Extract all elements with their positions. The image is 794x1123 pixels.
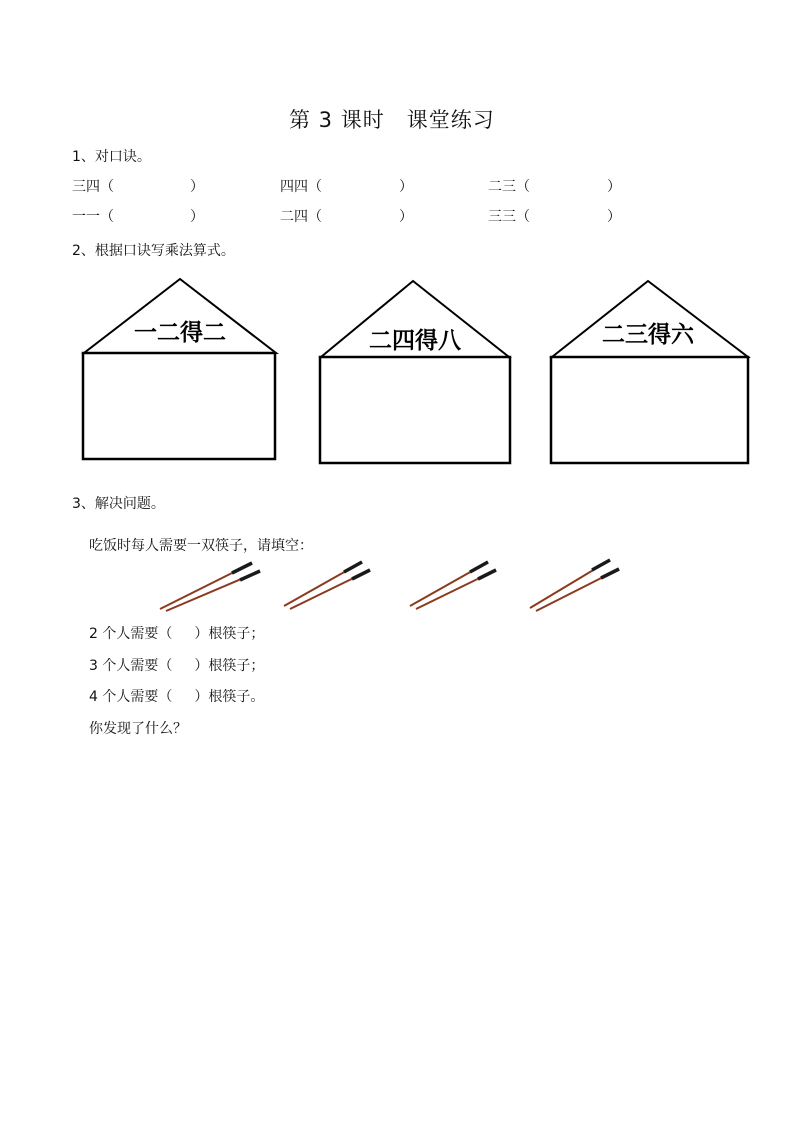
house-3 <box>548 278 752 466</box>
q1-item-3-left: 二三（ <box>488 179 530 195</box>
house-2-answer-box <box>320 357 510 463</box>
house-1-answer-box <box>83 353 275 459</box>
house-1-label: 一二得二 <box>134 319 226 346</box>
q1-item-1-left: 三四（ <box>72 179 114 195</box>
house-2 <box>317 278 513 466</box>
chopstick-tip <box>601 569 619 578</box>
q1-item-6-left: 三三（ <box>488 209 530 225</box>
chopstick-tip <box>478 570 496 579</box>
chopstick-tip <box>240 571 260 580</box>
q1-item-3-right: ） <box>607 179 621 195</box>
q1-item-4-left: 一一（ <box>72 209 114 225</box>
chopstick-tip <box>344 562 362 572</box>
q1-item-2-right: ） <box>399 179 413 195</box>
q3-line-3-left: 4 个人需要（ <box>89 689 173 705</box>
question-3-label: 3、解决问题。 <box>72 496 165 512</box>
q1-item-4-right: ） <box>190 209 204 225</box>
q3-line-1-right: ）根筷子； <box>194 626 265 642</box>
chopstick-tip <box>232 563 252 573</box>
house-2-label: 二四得八 <box>369 327 461 354</box>
page-title: 第 3 课时 课堂练习 <box>289 108 495 132</box>
q3-line-1 <box>89 623 264 643</box>
q3-line-1-left: 2 个人需要（ <box>89 626 173 642</box>
q3-line-2-left: 3 个人需要（ <box>89 658 173 674</box>
house-3-answer-box <box>551 357 748 463</box>
q1-item-5-right: ） <box>399 209 413 225</box>
question-2-label: 2、根据口诀写乘法算式。 <box>72 243 235 259</box>
house-3-label: 二三得六 <box>602 321 694 348</box>
q3-question: 你发现了什么？ <box>89 721 187 737</box>
q1-item-2-left: 四四（ <box>280 179 322 195</box>
q3-line-2-right: ）根筷子； <box>194 658 265 674</box>
chopstick-tip <box>352 570 370 579</box>
q1-item-6-right: ） <box>607 209 621 225</box>
q3-line-2 <box>89 655 264 675</box>
q3-line-3 <box>89 686 264 706</box>
chopsticks-illustration <box>158 556 628 616</box>
chopstick-pair-2 <box>284 562 370 609</box>
chopstick-pair-3 <box>410 562 496 609</box>
chopstick-tip <box>470 562 488 572</box>
q3-line-3-right: ）根筷子。 <box>194 689 265 705</box>
q3-intro: 吃饭时每人需要一双筷子，请填空： <box>89 538 313 554</box>
chopstick-pair-4 <box>530 560 619 611</box>
house-1 <box>80 276 280 464</box>
q1-item-5-left: 二四（ <box>280 209 322 225</box>
chopstick-tip <box>592 560 610 570</box>
question-1-label: 1、对口诀。 <box>72 149 151 165</box>
chopstick-pair-1 <box>160 563 260 611</box>
q1-item-1-right: ） <box>190 179 204 195</box>
